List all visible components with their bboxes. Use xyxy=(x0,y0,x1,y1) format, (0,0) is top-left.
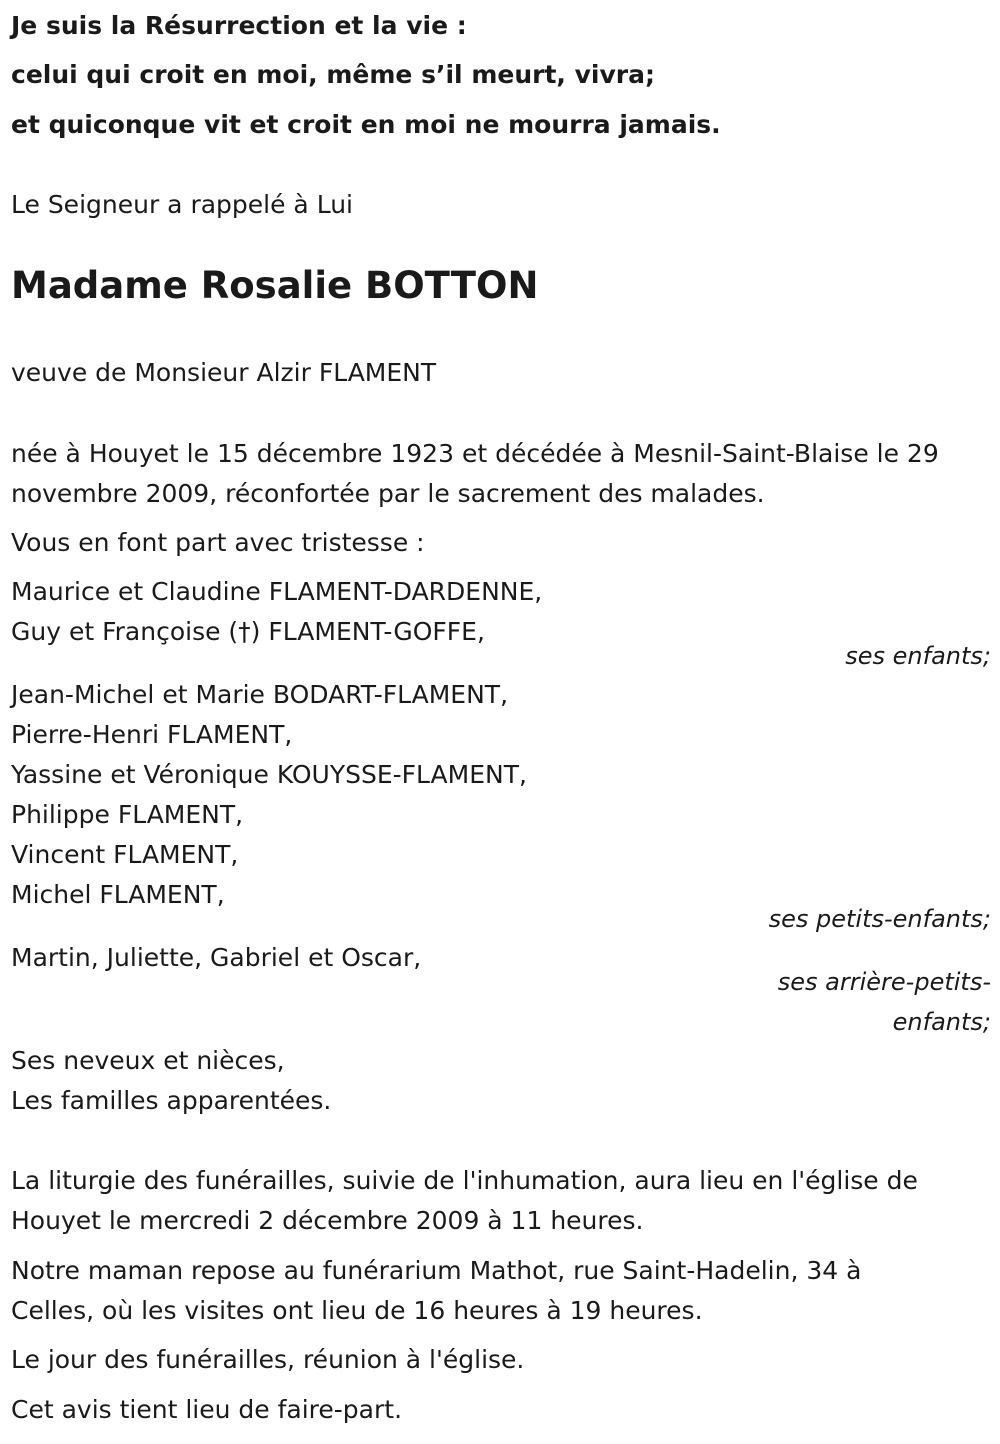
relatives-entry: Ses neveux et nièces, xyxy=(11,1046,285,1075)
rest-line-2: Celles, où les visites ont lieu de 16 heures à 19 heures. xyxy=(11,1296,703,1325)
funeral-line-2: Houyet le mercredi 2 décembre 2009 à 11 heures. xyxy=(11,1206,644,1235)
birth-death-line-2: novembre 2009, réconfortée par le sacrement des malades. xyxy=(11,479,765,508)
grandchild-entry: Pierre-Henri FLAMENT, xyxy=(11,720,293,749)
birth-death-line-1: née à Houyet le 15 décembre 1923 et décédée à Mesnil-Saint-Blaise le 29 xyxy=(11,439,939,468)
grandchild-entry: Philippe FLAMENT, xyxy=(11,800,244,829)
funeral-line-1: La liturgie des funérailles, suivie de l'inhumation, aura lieu en l'église de xyxy=(11,1166,918,1195)
notice-text: Cet avis tient lieu de faire-part. xyxy=(11,1395,403,1424)
meeting-text: Le jour des funérailles, réunion à l'église. xyxy=(11,1345,525,1374)
rest-line-1: Notre maman repose au funérarium Mathot, rue Saint-Hadelin, 34 à xyxy=(11,1256,862,1285)
verse-line-3: et quiconque vit et croit en moi ne mourra jamais. xyxy=(11,110,721,139)
child-entry: Maurice et Claudine FLAMENT-DARDENNE, xyxy=(11,577,543,606)
great-grandchildren-label-line-1: ses arrière-petits- xyxy=(777,968,991,996)
grandchild-entry: Yassine et Véronique KOUYSSE-FLAMENT, xyxy=(11,760,527,789)
great-grandchildren-label-line-2: enfants; xyxy=(892,1008,991,1036)
great-grandchildren-entry: Martin, Juliette, Gabriel et Oscar, xyxy=(11,943,422,972)
widow-of-text: veuve de Monsieur Alzir FLAMENT xyxy=(11,358,437,387)
children-label: ses enfants; xyxy=(845,642,991,670)
deceased-name: Madame Rosalie BOTTON xyxy=(11,264,539,307)
grandchild-entry: Michel FLAMENT, xyxy=(11,880,225,909)
relatives-entry: Les familles apparentées. xyxy=(11,1086,332,1115)
child-entry: Guy et Françoise (†) FLAMENT-GOFFE, xyxy=(11,617,485,646)
announcement-text: Vous en font part avec tristesse : xyxy=(11,528,425,557)
grandchildren-label: ses petits-enfants; xyxy=(768,905,991,933)
verse-line-2: celui qui croit en moi, même s’il meurt, vivra; xyxy=(11,60,655,89)
grandchild-entry: Vincent FLAMENT, xyxy=(11,840,239,869)
grandchild-entry: Jean-Michel et Marie BODART-FLAMENT, xyxy=(11,680,509,709)
intro-text: Le Seigneur a rappelé à Lui xyxy=(11,190,353,219)
verse-line-1: Je suis la Résurrection et la vie : xyxy=(11,11,467,40)
